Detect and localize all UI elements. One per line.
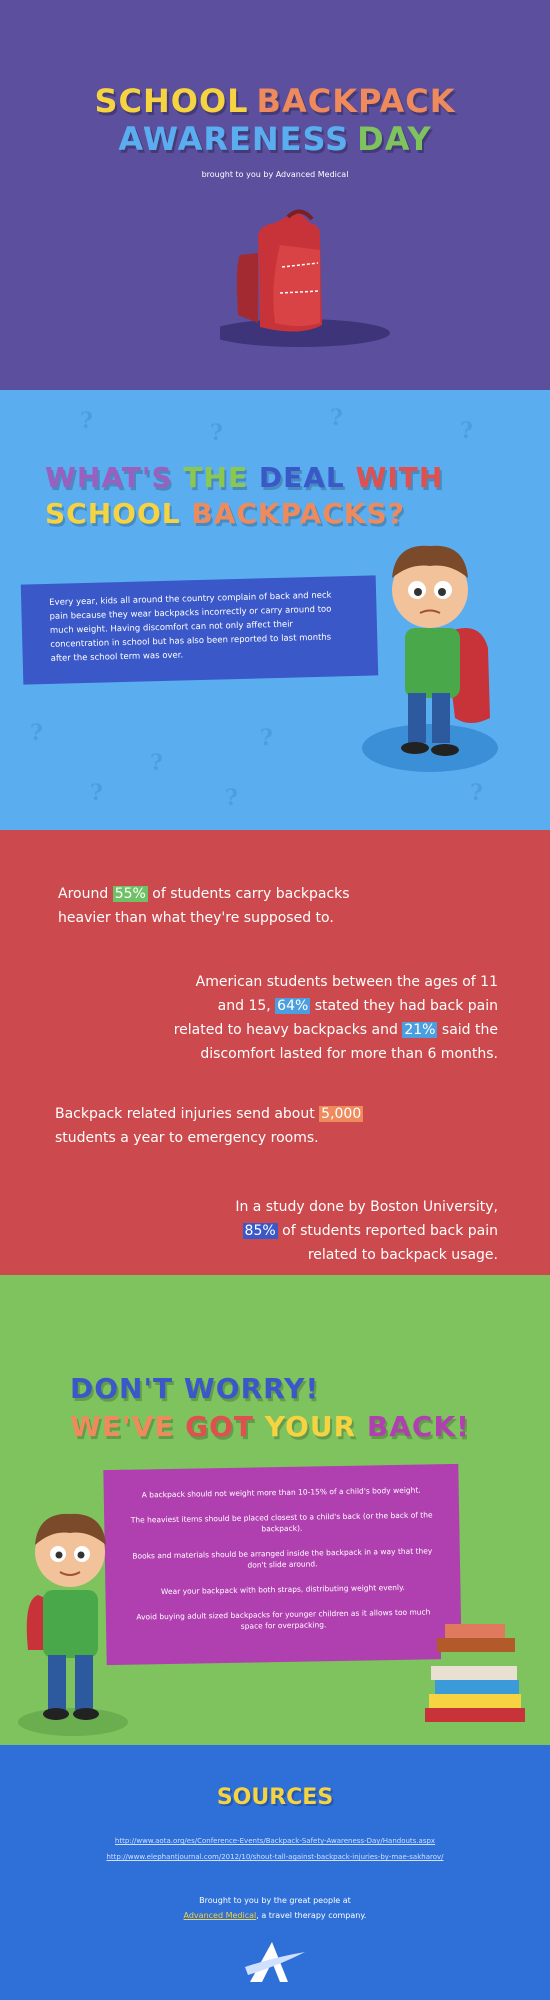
hero-title-word: SCHOOL [94,82,249,120]
tip-item: A backpack should not weight more than 10-15% of a child's body weight. [141,1485,421,1500]
tip-item: Avoid buying adult sized backpacks for younger children as it allows too much space for overpacking. [136,1607,431,1631]
stat-text: of students carry backpacks heavier than what they're supposed to. [58,886,350,926]
hero-title-word: BACKPACK [256,82,456,120]
worry-title-word: BACK! [366,1410,470,1443]
advanced-medical-logo [240,1937,310,1987]
stat-item [55,1102,385,1150]
credit-line: Brought to you by the great people at [199,1896,351,1905]
backpack-icon [220,205,400,355]
deal-title-word: SCHOOL [45,497,181,530]
tips-box [103,1464,461,1665]
deal-title-word: BACKPACKS? [191,497,405,530]
stat-text: Backpack related injuries send about [55,1106,320,1122]
deal-title-word: DEAL [258,461,345,494]
question-mark-icon: ? [90,780,103,806]
stat-item [168,970,498,1066]
question-mark-icon: ? [330,405,343,431]
question-mark-icon: ? [260,725,273,751]
deal-section [0,390,550,830]
hero-title-word: DAY [357,120,432,158]
stat-highlight: 85% [244,1223,276,1239]
deal-body: Every year, kids all around the country complain of back and neck pain because they wear backpacks incorrectly or carry around too much weight. Having discomfort can not only affect their concentration in school but has also been reported to last months after the school term was over. [49,590,332,664]
boy-with-backpack-illustration [18,1500,128,1740]
tip-item: Books and materials should be arranged inside the backpack in a way that they don't slide around. [132,1546,433,1570]
deal-title-word: WITH [355,461,444,494]
credit-tail: , a travel therapy company. [256,1911,367,1920]
sources-section [0,1745,550,2000]
hero-subtitle: brought to you by Advanced Medical [201,170,349,179]
stat-highlight: 5,000 [321,1106,362,1122]
stat-item [58,882,358,930]
question-mark-icon: ? [30,720,43,746]
hero-title [0,82,550,158]
question-mark-icon: ? [210,420,223,446]
source-link[interactable]: http://www.aota.org/es/Conference-Events/Backpack-Safety-Awareness-Day/Handouts.aspx [114,1837,436,1845]
deal-title-word: WHAT'S [45,461,173,494]
book-stack-illustration [415,1620,535,1730]
hero-section [0,0,550,390]
stat-text: of students reported back pain related to backpack usage. [277,1223,498,1263]
deal-text-box [21,575,378,684]
stat-item [198,1195,498,1267]
stat-text: American students between the ages of 11 and 15, [195,974,498,1014]
tip-item: Wear your backpack with both straps, distributing weight evenly. [160,1582,405,1597]
worry-title-word: WORRY! [183,1372,320,1405]
tip-item: The heaviest items should be placed closest to a child's back (or the back of the backpack). [130,1510,433,1534]
hero-title-word: AWARENESS [118,120,350,158]
worry-section [0,1275,550,1745]
stats-section [0,830,550,1275]
stat-highlight: 55% [114,886,146,902]
sources-title: SOURCES [216,1785,334,1810]
worry-title-word: WE'VE [70,1410,175,1443]
worry-title-word: GOT [185,1410,255,1443]
question-mark-icon: ? [150,750,163,776]
worry-title-word: DON'T [70,1372,174,1405]
stat-highlight: 21% [404,1022,436,1038]
stat-text: In a study done by Boston University, [235,1199,498,1215]
question-mark-icon: ? [470,780,483,806]
credit [0,1893,550,1923]
question-mark-icon: ? [80,408,93,434]
boy-with-backpack-illustration [360,518,520,778]
stat-text: said the discomfort lasted for more than 6 months. [200,1022,498,1062]
deal-title-word: THE [183,461,249,494]
stat-text: students a year to emergency rooms. [55,1130,319,1146]
stat-text: stated they had back pain related to heavy backpacks and [173,998,498,1038]
source-link[interactable]: http://www.elephantjournal.com/2012/10/shout-tall-against-backpack-injuries-by-mae-sakharov/ [106,1853,444,1861]
stat-text: Around [58,886,113,902]
brand-link[interactable]: Advanced Medical [183,1911,257,1920]
question-mark-icon: ? [225,785,238,811]
question-mark-icon: ? [460,418,473,444]
worry-title-word: YOUR [264,1410,357,1443]
worry-title [70,1370,490,1446]
stat-highlight: 64% [277,998,309,1014]
